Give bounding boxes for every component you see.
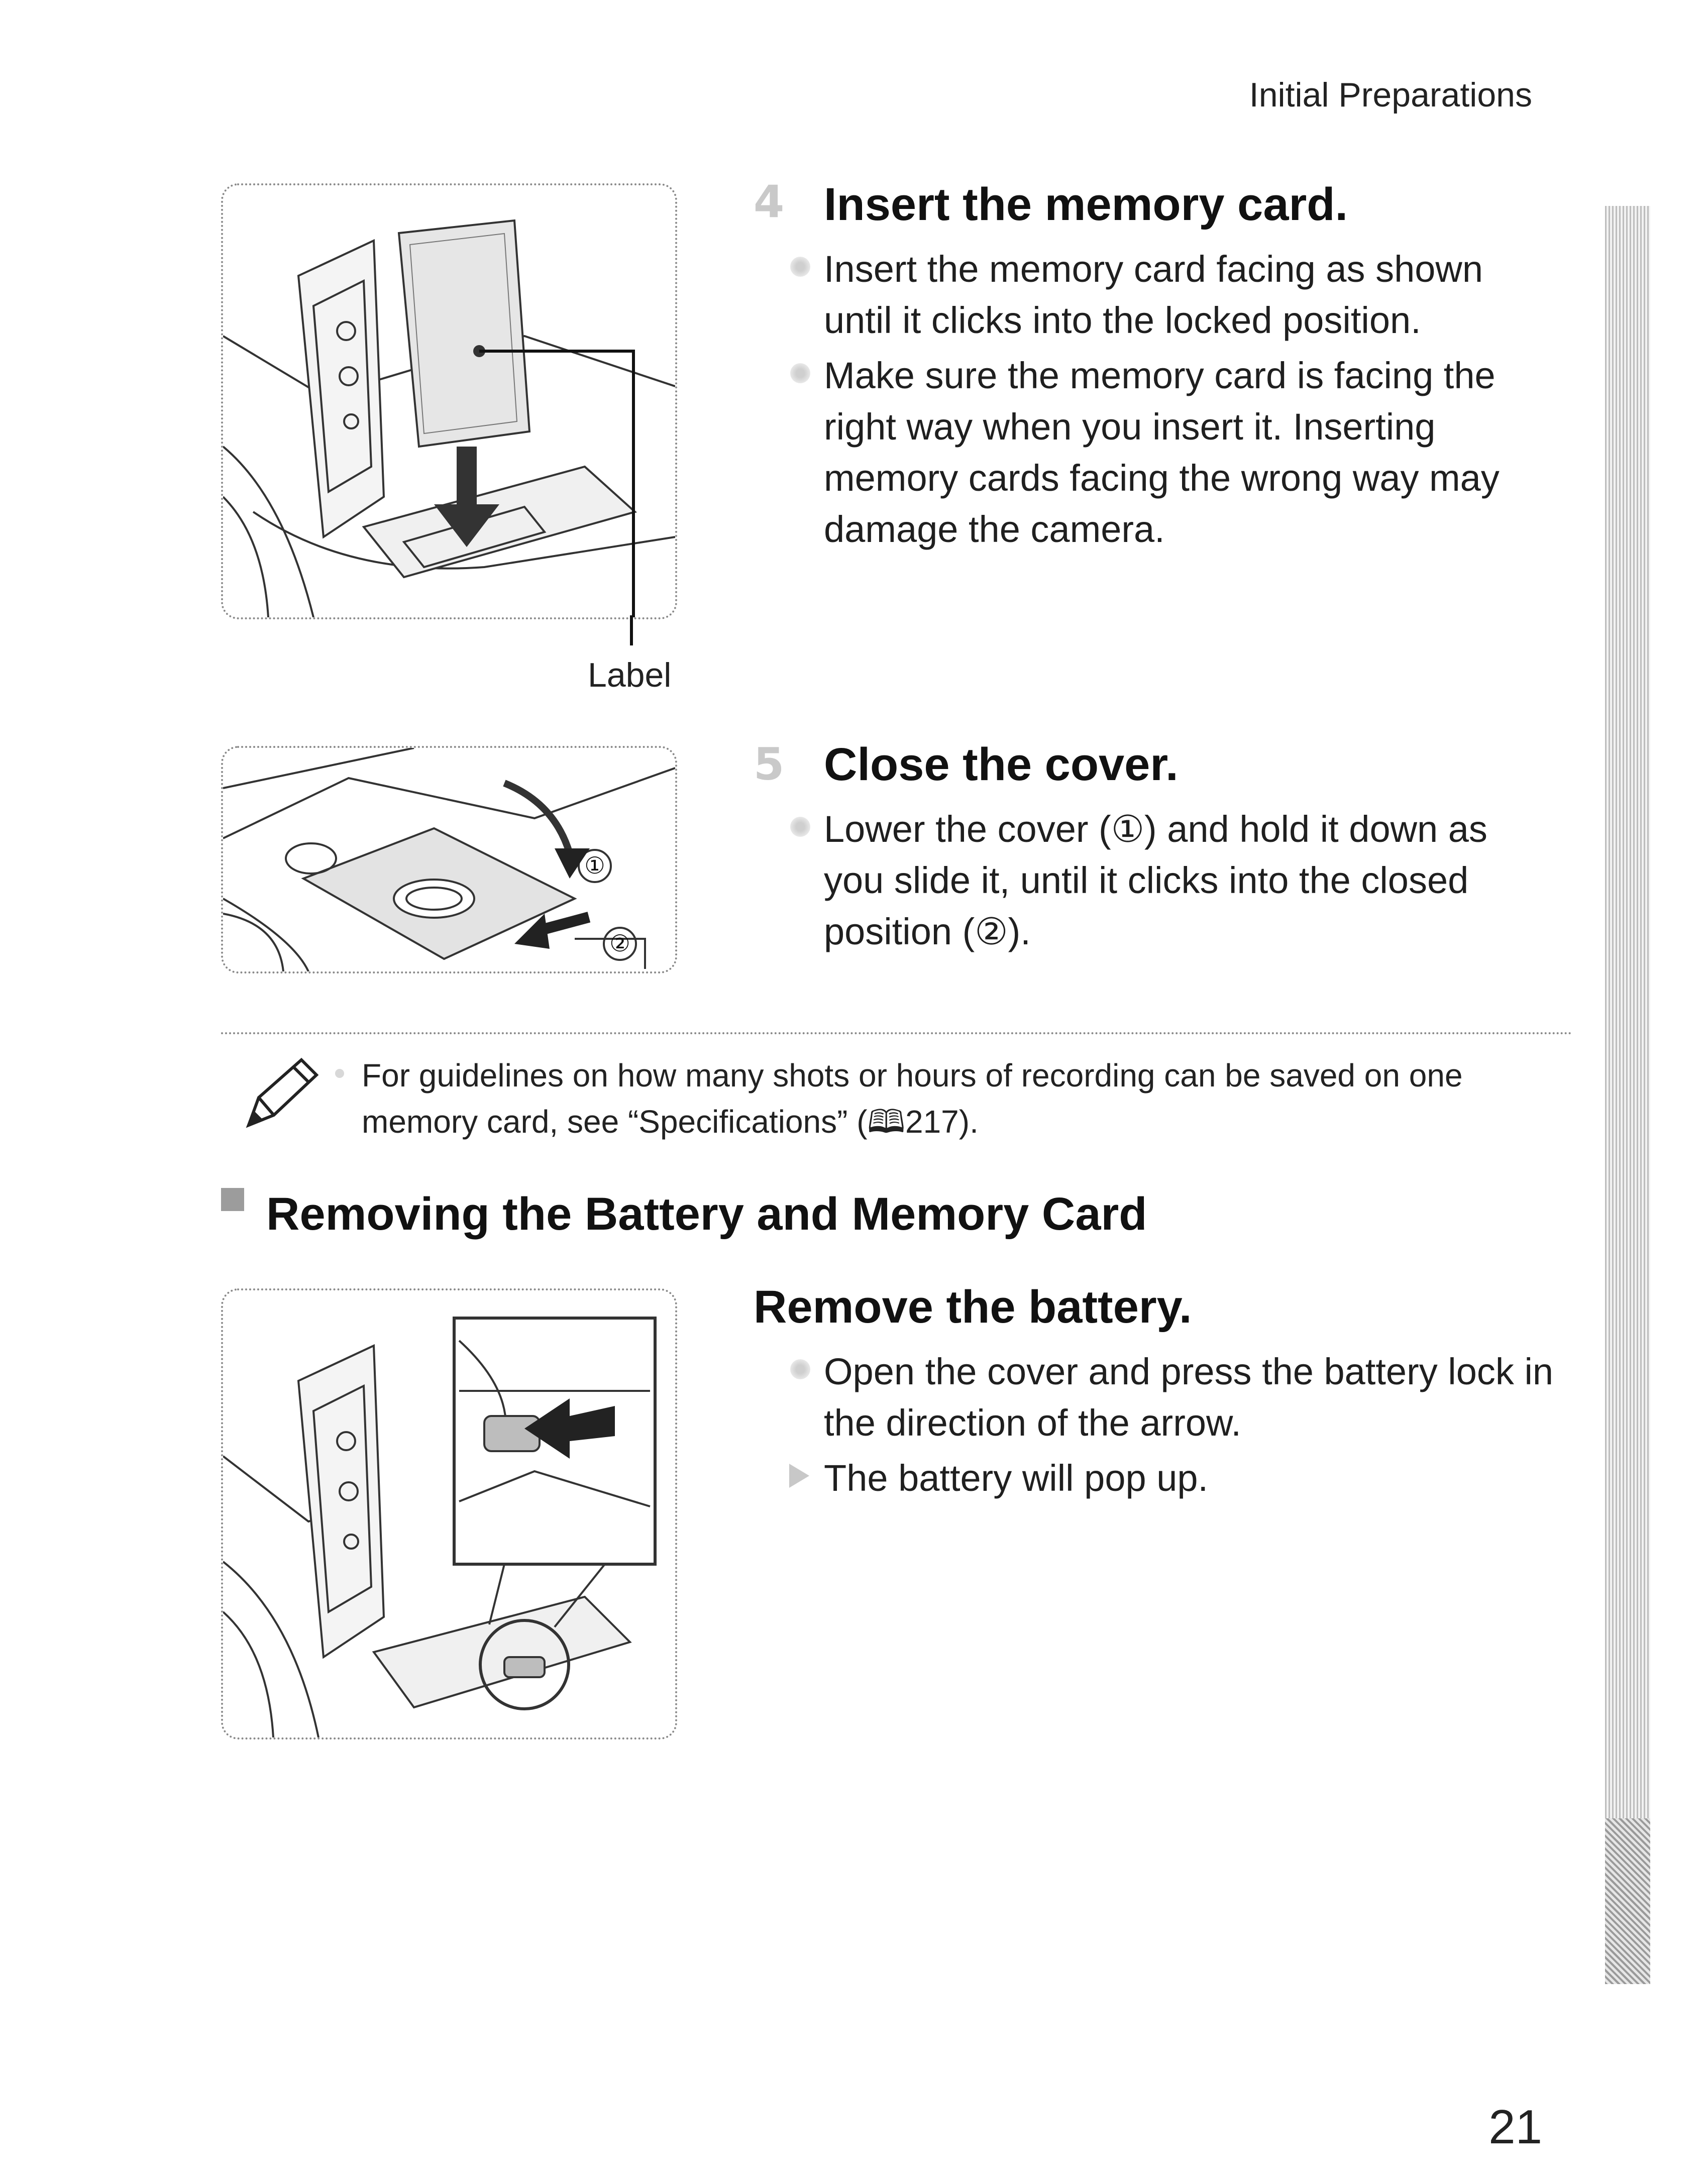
step-title-insert-card: Insert the memory card. [824,179,1348,230]
list-item: The battery will pop up. [776,1453,1555,1504]
step-title-close-cover: Close the cover. [824,739,1179,790]
bullet-dot-icon [790,363,810,383]
bullet-dot-icon [790,1359,810,1379]
callout-leader-line [630,615,633,645]
subsection-title-remove-battery: Remove the battery. [754,1281,1192,1333]
list-item: Open the cover and press the battery lock in the direction of the arrow. [776,1346,1555,1449]
figure-insert-memory-card [221,183,677,619]
step-number-5: 5 [754,738,785,790]
step-4-bullet-list [776,244,1555,555]
side-tab-marker [1605,1818,1650,1984]
result-arrow-icon [789,1464,809,1488]
bullet-dot-icon [790,257,810,277]
page-number: 21 [1488,2100,1542,2154]
step-5-bullet-list [776,804,1555,957]
section-square-icon [221,1188,244,1211]
camera-cover-close-illustration [223,748,675,971]
callout-2: ② [609,930,630,957]
running-header: Initial Preparations [1249,76,1532,114]
side-tab-strip [1605,206,1650,1984]
note-bullet-dot-icon [335,1069,344,1078]
remove-battery-bullet-list [776,1346,1555,1504]
pencil-icon [239,1050,324,1135]
battery-removal-illustration [223,1290,675,1737]
figure-caption-label: Label [588,656,672,694]
list-item: Make sure the memory card is facing the right way when you insert it. Inserting memory cards facing the wrong way may damage the camera. [776,350,1555,555]
bullet-dot-icon [790,817,810,837]
step-number-4: 4 [754,176,785,228]
figure-close-cover [221,746,677,973]
note-text: For guidelines on how many shots or hours of recording can be saved on one memory card, see “Specifications” (🕮217). [362,1057,1463,1140]
callout-1: ① [584,852,605,879]
list-item: Insert the memory card facing as shown until it clicks into the locked position. [776,244,1555,346]
section-heading: Removing the Battery and Memory Card [266,1188,1147,1240]
figure-remove-battery [221,1288,677,1739]
list-item: Lower the cover (①) and hold it down as you slide it, until it clicks into the closed position (②). [776,804,1555,957]
section-divider [221,1032,1572,1034]
camera-card-slot-illustration [223,185,675,617]
